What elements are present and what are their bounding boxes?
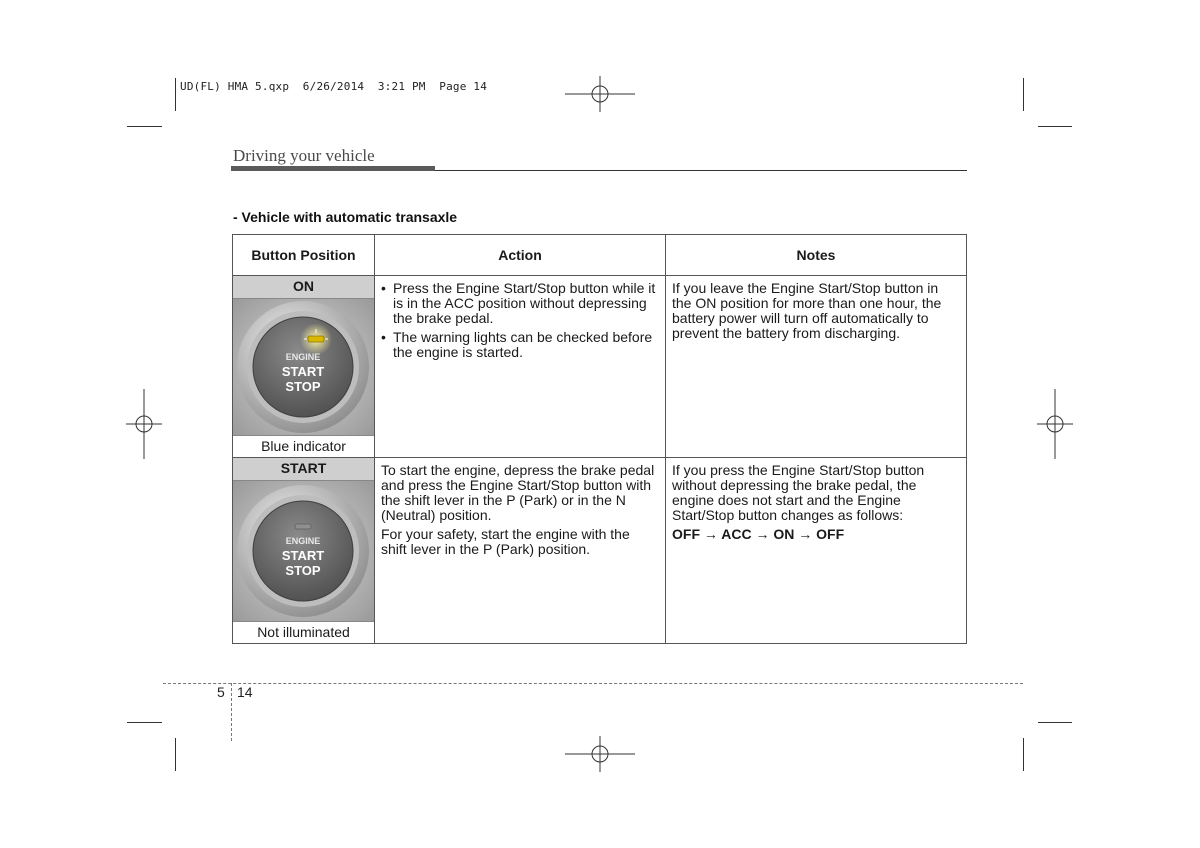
footer-rule (231, 683, 232, 741)
table-row (233, 458, 967, 644)
subheading: - Vehicle with automatic transaxle (233, 209, 458, 225)
column-header: Notes (666, 235, 967, 276)
action-cell (375, 458, 666, 644)
column-header: Action (375, 235, 666, 276)
action-paragraph: To start the engine, depress the brake pedal and press the Engine Start/Stop button with the shift lever in the P (Park) or in the N (Neutral) position. (381, 462, 655, 523)
engine-start-button-icon (233, 299, 374, 435)
crop-mark (175, 738, 176, 771)
engine-button-image (233, 481, 374, 621)
svg-text:ENGINE: ENGINE (285, 352, 321, 362)
position-label: ON (233, 276, 374, 299)
crop-mark (175, 78, 176, 111)
svg-text:START: START (281, 364, 325, 379)
svg-text:ENGINE: ENGINE (285, 536, 321, 546)
engine-button-image (233, 299, 374, 435)
print-slug: UD(FL) HMA 5.qxp 6/26/2014 3:21 PM Page 14 (180, 80, 488, 93)
svg-text:STOP: STOP (285, 379, 321, 394)
registration-mark-icon (565, 736, 635, 772)
crop-mark (127, 722, 162, 723)
notes-text: If you leave the Engine Start/Stop button in the ON position for more than one hour, the battery power will turn off automatically to prevent the battery from discharging. (672, 280, 942, 341)
notes-cell (666, 458, 967, 644)
svg-text:START: START (281, 548, 325, 563)
crop-mark (1023, 78, 1024, 111)
position-label: START (233, 458, 374, 481)
indicator-label: Blue indicator (233, 435, 374, 457)
notes-text: If you press the Engine Start/Stop button without depressing the brake pedal, the engine does not start and the Engine Start/Stop button changes as follows: (672, 462, 925, 523)
svg-text:STOP: STOP (285, 563, 321, 578)
registration-mark-icon (565, 76, 635, 112)
chapter-number: 5 (217, 684, 225, 700)
footer-rule (163, 683, 1023, 684)
notes-cell (666, 276, 967, 458)
action-cell (375, 276, 666, 458)
crop-mark (127, 126, 162, 127)
engine-start-button-icon (233, 481, 374, 621)
crop-mark (1038, 722, 1072, 723)
section-title: Driving your vehicle (233, 146, 375, 165)
title-rule (231, 166, 435, 171)
crop-mark (1038, 126, 1072, 127)
position-cell (233, 276, 375, 458)
table-header-row (233, 235, 967, 276)
registration-mark-icon (1037, 389, 1073, 459)
crop-mark (1023, 738, 1024, 771)
table-row (233, 276, 967, 458)
action-paragraph: For your safety, start the engine with the shift lever in the P (Park) position. (381, 526, 630, 557)
page-number: 14 (237, 684, 253, 700)
state-sequence: OFF → ACC → ON → OFF (672, 526, 845, 542)
column-header: Button Position (233, 235, 375, 276)
position-cell (233, 458, 375, 644)
registration-mark-icon (126, 389, 162, 459)
button-position-table (232, 234, 967, 644)
indicator-label: Not illuminated (233, 621, 374, 643)
title-rule (435, 170, 967, 171)
action-bullet: • Press the Engine Start/Stop button while it is in the ACC position without depressing the brake pedal. (381, 281, 659, 326)
action-bullet: • The warning lights can be checked before the engine is started. (381, 330, 659, 360)
